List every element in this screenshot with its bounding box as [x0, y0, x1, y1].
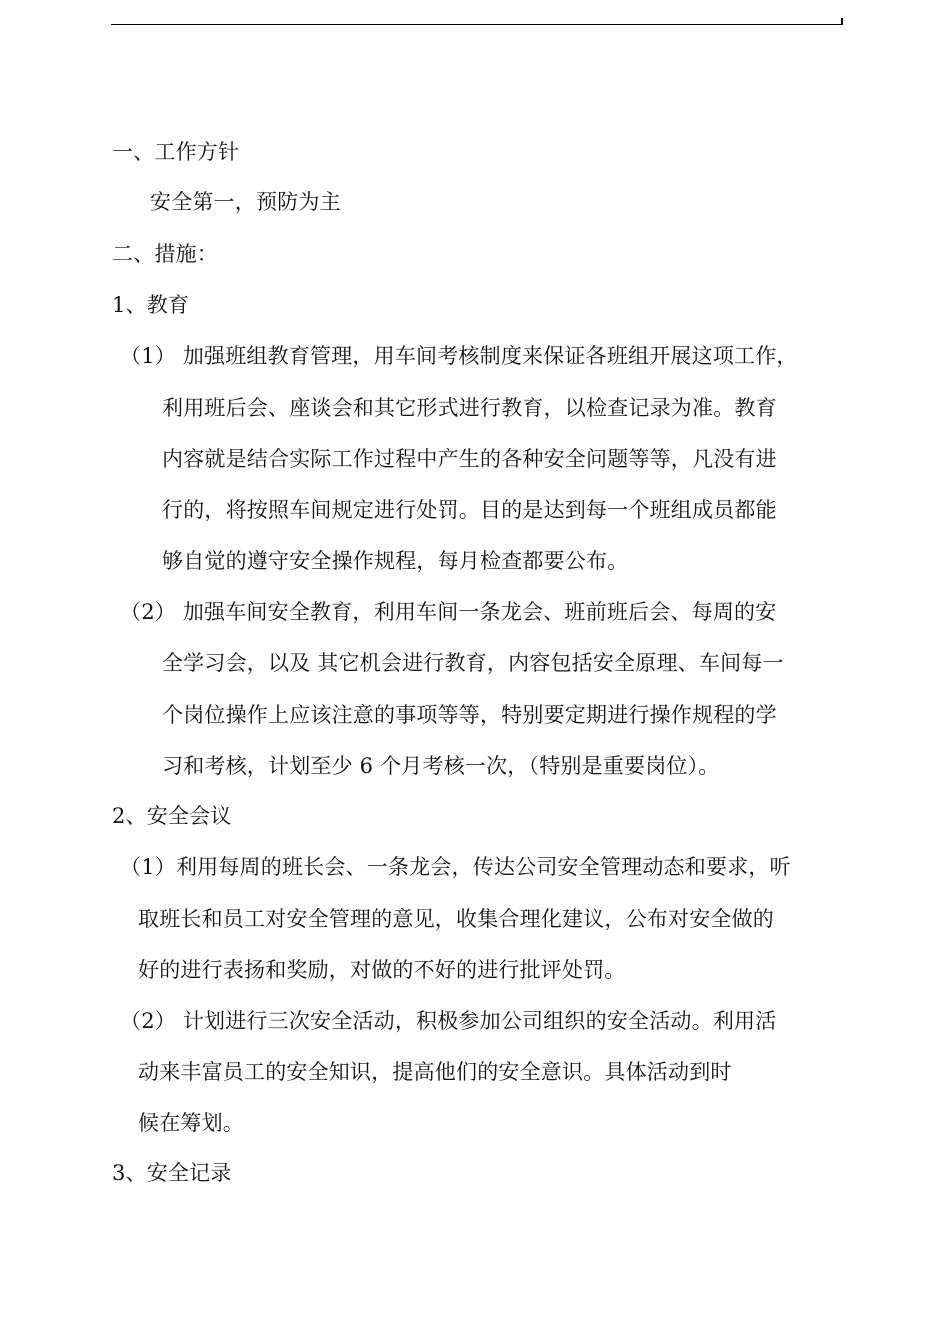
subheading-education: 1、教育: [112, 293, 190, 317]
meeting-item-1-line-3: 好的进行表扬和奖励，对做的不好的进行批评处罚。: [138, 958, 626, 982]
education-item-2-line-4: 习和考核，计划至少 6 个月考核一次，（特别是重要岗位）。: [162, 754, 720, 778]
education-item-1-line-5: 够自觉的遵守安全操作规程，每月检查都要公布。: [162, 549, 629, 573]
policy-text: 安全第一，预防为主: [150, 190, 341, 214]
meeting-item-2-line-3: 候在筹划。: [138, 1111, 244, 1135]
education-item-2-line-2: 全学习会，以及 其它机会进行教育，内容包括安全原理、车间每一: [162, 651, 784, 675]
education-item-1-line-1: （1） 加强班组教育管理，用车间考核制度来保证各班组开展这项工作，: [120, 344, 798, 368]
section-heading-measures: 二、措施：: [112, 242, 218, 266]
education-item-2-line-3: 个岗位操作上应该注意的事项等等，特别要定期进行操作规程的学: [162, 703, 777, 727]
education-item-2-line-1: （2） 加强车间安全教育，利用车间一条龙会、班前班后会、每周的安: [120, 600, 777, 624]
education-item-1-line-4: 行的，将按照车间规定进行处罚。目的是达到每一个班组成员都能: [162, 498, 777, 522]
education-item-1-line-3: 内容就是结合实际工作过程中产生的各种安全问题等等，凡没有进: [162, 447, 777, 471]
section-heading-policy: 一、工作方针: [112, 140, 240, 164]
education-item-1-line-2: 利用班后会、座谈会和其它形式进行教育，以检查记录为准。教育: [162, 396, 777, 420]
meeting-item-2-line-1: （2） 计划进行三次安全活动，积极参加公司组织的安全活动。利用活: [120, 1009, 777, 1033]
meeting-item-1-line-1: （1）利用每周的班长会、一条龙会，传达公司安全管理动态和要求，听: [120, 855, 791, 879]
subheading-safety-record: 3、安全记录: [112, 1161, 232, 1185]
meeting-item-2-line-2: 动来丰富员工的安全知识，提高他们的安全意识。具体活动到时: [138, 1060, 732, 1084]
header-rule: [111, 24, 843, 25]
meeting-item-1-line-2: 取班长和员工对安全管理的意见，收集合理化建议，公布对安全做的: [138, 907, 774, 931]
header-rule-tick: [841, 18, 843, 24]
subheading-safety-meeting: 2、安全会议: [112, 804, 232, 828]
